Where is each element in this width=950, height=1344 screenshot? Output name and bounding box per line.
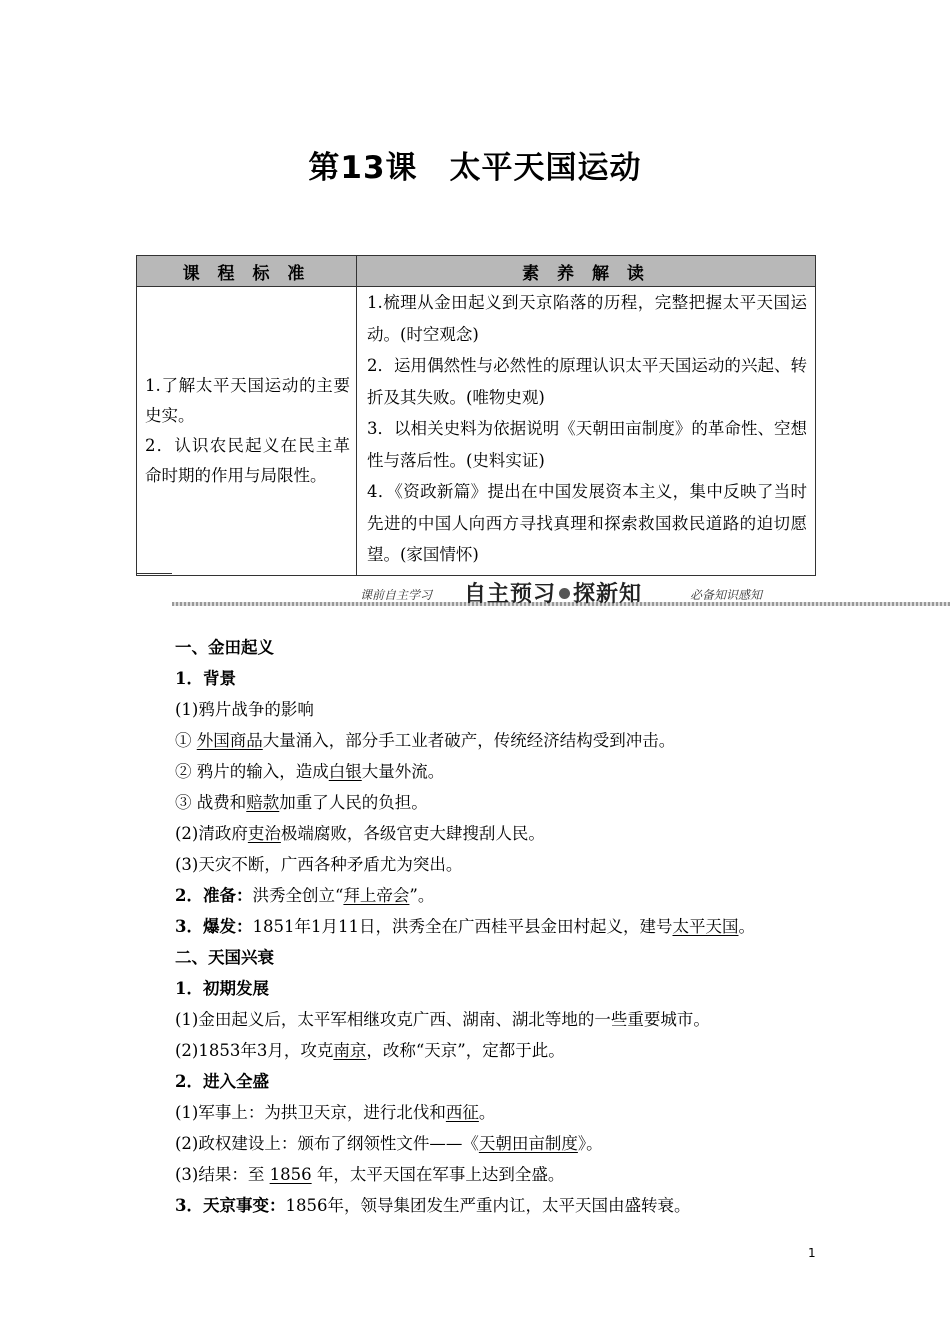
content-line: 3．爆发：1851年1月11日，洪秀全在广西桂平县金田村起义，建号太平天国。: [175, 917, 755, 936]
standard-item: 2．认识农民起义在民主革命时期的作用与局限性。: [145, 435, 350, 485]
banner-main-title: [464, 577, 642, 608]
key-term: 拜上帝会: [343, 886, 410, 905]
standards-cell: [137, 287, 357, 576]
key-term: 太平天国: [672, 917, 739, 936]
content-line: ② 鸦片的输入，造成白银大量外流。: [175, 762, 445, 781]
content-line: (2)清政府吏治极端腐败，各级官吏大肆搜刮人民。: [175, 824, 545, 843]
subsection-heading: 2．进入全盛: [175, 1072, 269, 1091]
banner-right-caption: 必备知识感知: [690, 588, 763, 602]
content-line: (2)政权建设上：颁布了纲领性文件——《天朝田亩制度》。: [175, 1134, 603, 1153]
interpretation-item: 2．运用偶然性与必然性的原理认识太平天国运动的兴起、转折及其失败。(唯物史观): [367, 356, 807, 407]
key-term: 吏治: [247, 824, 281, 843]
header-literacy-interpretation: 素 养 解 读: [357, 256, 816, 287]
key-term: 白银: [328, 762, 362, 781]
page-number: 1: [808, 1246, 816, 1260]
key-term: 西征: [445, 1103, 479, 1122]
content-line: (1)军事上：为拱卫天京，进行北伐和西征。: [175, 1103, 496, 1122]
content-line: 3．天京事变：1856年，领导集团发生严重内讧，太平天国由盛转衰。: [175, 1196, 691, 1215]
page-title: 第13课 太平天国运动: [308, 150, 642, 186]
content-line: (1)金田起义后，太平军相继攻克广西、湖南、湖北等地的一些重要城市。: [175, 1010, 710, 1029]
content-line: ③ 战费和赔款加重了人民的负担。: [175, 793, 428, 812]
content-line: (3)天灾不断，广西各种矛盾尤为突出。: [175, 855, 463, 874]
interpretation-item: 1.梳理从金田起义到天京陷落的历程，完整把握太平天国运动。(时空观念): [367, 293, 807, 344]
curriculum-table: [136, 255, 816, 576]
header-curriculum-standard: 课 程 标 准: [137, 256, 357, 287]
key-term: 1856: [269, 1165, 312, 1184]
interpretation-cell: [357, 287, 816, 576]
study-content: [175, 632, 825, 1221]
table-row: [137, 287, 816, 576]
content-line: ① 外国商品大量涌入，部分手工业者破产，传统经济结构受到冲击。: [175, 731, 676, 750]
banner-dot-icon: [559, 588, 570, 599]
key-term: 赔款: [246, 793, 280, 812]
content-line: (3)结果：至 1856 年，太平天国在军事上达到全盛。: [175, 1165, 565, 1184]
section-heading: 二、天国兴衰: [175, 948, 274, 967]
banner-main-a: 自主预习: [464, 582, 557, 607]
interpretation-item: 4．《资政新篇》提出在中国发展资本主义，集中反映了当时先进的中国人向西方寻找真理和探索救国救民道路的迫切愿望。(家国情怀): [367, 482, 807, 564]
content-line: (2)1853年3月，攻克南京，改称“天京”，定都于此。: [175, 1041, 565, 1060]
key-term: 外国商品: [196, 731, 263, 750]
section-banner: [172, 573, 950, 609]
banner-left-line: [136, 573, 172, 574]
banner-main-b: 探新知: [573, 582, 643, 607]
subsection-heading: 1．背景: [175, 669, 236, 688]
key-term: 天朝田亩制度: [478, 1134, 578, 1153]
section-heading: 一、金田起义: [175, 638, 274, 657]
interpretation-item: 3．以相关史料为依据说明《天朝田亩制度》的革命性、空想性与落后性。(史料实证): [367, 419, 807, 470]
standard-item: 1.了解太平天国运动的主要史实。: [145, 375, 350, 425]
subsection-heading: 1．初期发展: [175, 979, 269, 998]
content-line: (1)鸦片战争的影响: [175, 700, 314, 719]
key-term: 南京: [333, 1041, 367, 1060]
banner-left-caption: 课前自主学习: [360, 588, 433, 602]
content-line: 2．准备：洪秀全创立“拜上帝会”。: [175, 886, 435, 905]
table-header-row: [137, 256, 816, 287]
